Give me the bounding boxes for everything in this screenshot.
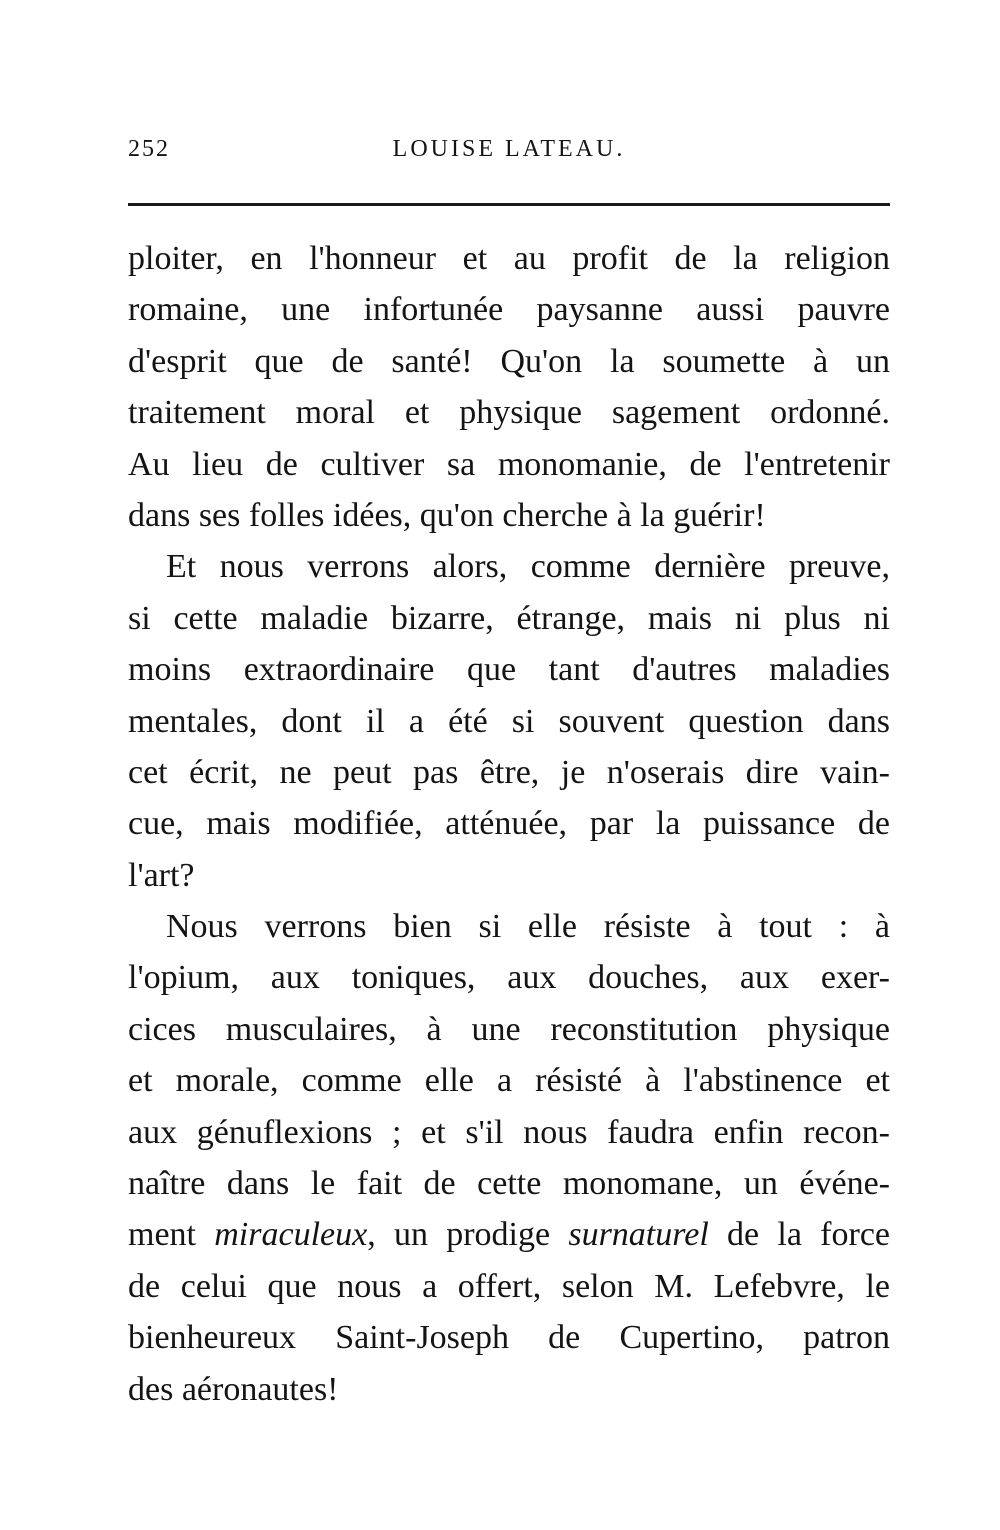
- text-line: Au lieu de cultiver sa monomanie, de l'entretenir: [128, 445, 890, 483]
- text-line: Et nous verrons alors, comme dernière preuve,: [166, 548, 890, 586]
- text-line: cue, mais modifiée, atténuée, par la puissance de: [128, 805, 890, 843]
- text-line: de celui que nous a offert, selon M. Lefebvre, le: [128, 1267, 890, 1305]
- text-run: , un prodige: [367, 1216, 569, 1254]
- text-line: mentales, dont il a été si souvent question dans: [128, 702, 890, 740]
- text-line: dans ses folles idées, qu'on cherche à la guérir!: [128, 496, 766, 534]
- text-line: si cette maladie bizarre, étrange, mais ni plus ni: [128, 599, 890, 637]
- text-line: bienheureux Saint-Joseph de Cupertino, patron: [128, 1319, 890, 1357]
- header-rule: [128, 203, 890, 206]
- text-line: moins extraordinaire que tant d'autres maladies: [128, 651, 890, 689]
- text-line: l'opium, aux toniques, aux douches, aux exer-: [128, 959, 890, 997]
- text-line: ploiter, en l'honneur et au profit de la religion: [128, 240, 890, 277]
- text-line: et morale, comme elle a résisté à l'abstinence et: [128, 1062, 890, 1100]
- text-line: cices musculaires, à une reconstitution physique: [128, 1010, 890, 1048]
- text-line: l'art?: [128, 856, 195, 894]
- italic-word: surnaturel: [568, 1216, 709, 1254]
- text-line: des aéronautes!: [128, 1370, 339, 1408]
- text-run: ment: [128, 1216, 215, 1254]
- text-line-with-italics: [128, 1209, 890, 1260]
- text-line: d'esprit que de santé! Qu'on la soumette à un: [128, 342, 890, 380]
- text-line: naître dans le fait de cette monomane, un événe-: [128, 1165, 890, 1203]
- text-run: de la force: [708, 1216, 890, 1254]
- text-line: Nous verrons bien si elle résiste à tout : à: [166, 908, 890, 946]
- text-line: traitement moral et physique sagement ordonné.: [128, 394, 890, 432]
- text-line: aux génuflexions ; et s'il nous faudra enfin recon-: [128, 1113, 890, 1151]
- text-line: cet écrit, ne peut pas être, je n'oserais dire vain-: [128, 753, 890, 791]
- page-number: 252: [128, 136, 170, 162]
- body-text: [128, 233, 890, 1415]
- text-line: romaine, une infortunée paysanne aussi pauvre: [128, 291, 890, 329]
- running-header: [128, 136, 890, 168]
- running-title: LOUISE LATEAU.: [392, 136, 626, 162]
- italic-word: miraculeux: [214, 1216, 368, 1254]
